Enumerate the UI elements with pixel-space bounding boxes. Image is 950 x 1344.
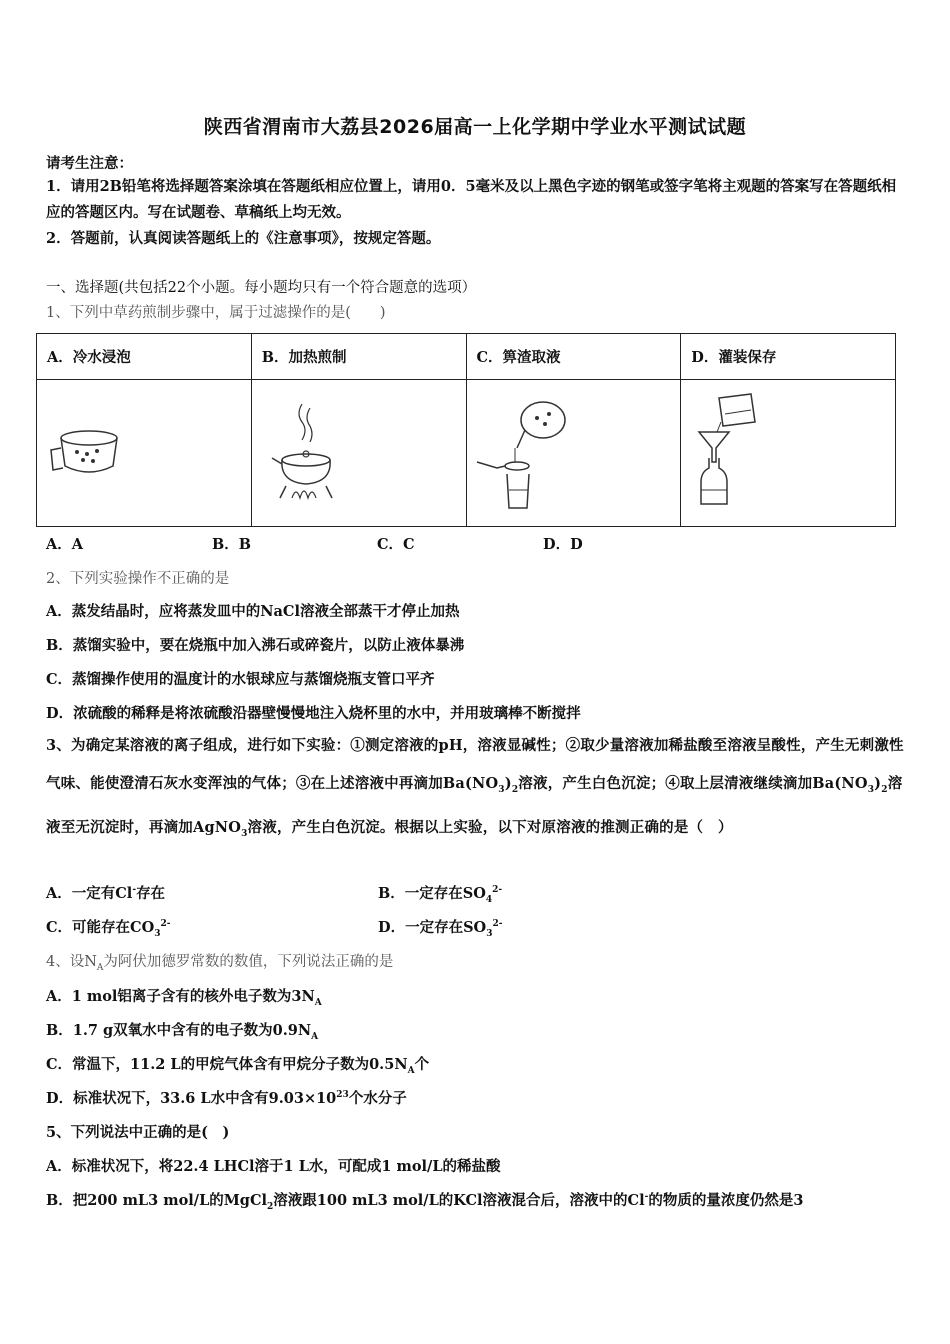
- q1-option-a[interactable]: A．A: [46, 536, 84, 553]
- q2-option-b[interactable]: B．蒸馏实验中，要在烧瓶中加入沸石或碎瓷片，以防止液体暴沸: [46, 637, 465, 654]
- q1-option-c[interactable]: C．C: [377, 536, 415, 553]
- q4-option-a-text: A．1 mol铝离子含有的核外电子数为3N: [46, 988, 315, 1005]
- q5-option-b-sup: -: [644, 1192, 649, 1203]
- q4-stem-a: 4、设N: [46, 954, 97, 970]
- section-heading: 一、选择题(共包括22个小题。每小题均只有一个符合题意的选项）: [46, 280, 477, 296]
- q1-header-b: B．加热煎制: [251, 334, 466, 380]
- q5-stem: 5、下列说法中正确的是( ): [46, 1124, 230, 1141]
- q3-option-d-sub: 3: [486, 928, 493, 939]
- q1-stem: 1、下列中草药煎制步骤中，属于过滤操作的是( ): [46, 305, 386, 321]
- q3-option-b[interactable]: [378, 882, 502, 905]
- q3-text-1: 3、为确定某溶液的离子组成，进行如下实验：①测定溶液的pH，溶液显碱性；②取少量溶液加稀盐酸至溶液呈酸性，产生无刺激性气味、能使澄清石灰水变浑浊的气体；③在上述溶液中再滴加Ba(NO: [46, 737, 904, 792]
- q1-header-d: D．灌装保存: [681, 334, 896, 380]
- q4-option-b-sub: A: [311, 1031, 319, 1042]
- q3-option-a-sup: -: [132, 885, 137, 896]
- q4-option-d[interactable]: [46, 1087, 407, 1108]
- q1-option-b[interactable]: B．B: [212, 536, 252, 553]
- q3-sub-2-1: 2: [511, 784, 519, 795]
- q3-text-4: ): [874, 774, 882, 792]
- q1-image-cell-a: [37, 380, 252, 527]
- q3-option-d-sup: 2-: [492, 919, 503, 930]
- q3-option-a[interactable]: [46, 882, 165, 903]
- q3-sub-nitrate-2: 3: [867, 784, 875, 795]
- q3-option-c-text: C．可能存在CO: [46, 919, 155, 936]
- q1-image-cell-c: [466, 380, 681, 527]
- q2-option-a[interactable]: A．蒸发结晶时，应将蒸发皿中的NaCl溶液全部蒸干才停止加热: [46, 603, 460, 620]
- q3-option-a-text: A．一定有Cl: [46, 885, 133, 902]
- q5-option-b-mid: 溶液跟100 mL3 mol/L的KCl溶液混合后，溶液中的Cl: [273, 1192, 645, 1209]
- heating-pot-illustration: [264, 398, 344, 508]
- q1-image-cell-d: [681, 380, 896, 527]
- q4-option-d-text: D．标准状况下，33.6 L水中含有9.03×10: [46, 1090, 337, 1107]
- q3-text-6: 溶液，产生白色沉淀。根据以上实验，以下对原溶液的推测正确的是（ ）: [247, 818, 733, 836]
- q5-option-b-tail: 的物质的量浓度仍然是3: [648, 1192, 804, 1209]
- q3-option-b-sub: 4: [485, 894, 493, 905]
- q3-option-b-text: B．一定存在SO: [378, 885, 486, 902]
- q1-header-a: A．冷水浸泡: [37, 334, 252, 380]
- q4-stem-sub: A: [96, 962, 104, 973]
- q4-option-c[interactable]: [46, 1053, 429, 1076]
- q4-stem: [46, 950, 393, 973]
- q4-stem-b: 为阿伏加德罗常数的数值，下列说法正确的是: [103, 954, 394, 970]
- q3-option-d-text: D．一定存在SO: [378, 919, 487, 936]
- q3-option-c-sup: 2-: [160, 919, 171, 930]
- q3-text-3: 溶液，产生白色沉淀；④取上层清液继续滴加Ba(NO: [518, 774, 868, 792]
- q3-option-d[interactable]: [378, 916, 502, 939]
- q4-option-b[interactable]: [46, 1019, 318, 1042]
- q5-option-b-sub: 2: [267, 1201, 274, 1212]
- q3-option-b-sup: 2-: [492, 885, 503, 896]
- notice-item-2: 2．答题前，认真阅读答题纸上的《注意事项》，按规定答题。: [46, 230, 441, 247]
- page-title: 陕西省渭南市大荔县2026届高一上化学期中学业水平测试试题: [203, 116, 747, 138]
- q3-text-5: 溶液至无沉淀时，再滴加AgNO: [46, 774, 903, 836]
- q3-text-2: ): [504, 774, 512, 792]
- q2-stem: 2、下列实验操作不正确的是: [46, 571, 230, 587]
- q5-option-a[interactable]: A．标准状况下，将22.4 LHCl溶于1 L水，可配成1 mol/L的稀盐酸: [46, 1158, 501, 1175]
- q4-option-d-tail: 个水分子: [348, 1090, 407, 1107]
- q4-option-a[interactable]: [46, 985, 322, 1008]
- q1-option-d[interactable]: D．D: [543, 536, 583, 553]
- q3-option-a-tail: 存在: [136, 885, 166, 902]
- q4-option-b-text: B．1.7 g双氧水中含有的电子数为0.9N: [46, 1022, 312, 1039]
- q3-sub-nitrate-1: 3: [498, 784, 505, 795]
- q3-option-c-sub: 3: [154, 928, 161, 939]
- q4-option-c-text: C．常温下，11.2 L的甲烷气体含有甲烷分子数为0.5N: [46, 1056, 408, 1073]
- q2-option-c[interactable]: C．蒸馏操作使用的温度计的水银球应与蒸馏烧瓶支管口平齐: [46, 671, 435, 688]
- q4-option-d-sup: 23: [336, 1090, 349, 1101]
- q5-option-b-text: B．把200 mL3 mol/L的MgCl: [46, 1192, 267, 1209]
- soaking-pot-illustration: [47, 420, 127, 490]
- q4-option-a-sub: A: [314, 997, 322, 1008]
- q5-option-b[interactable]: [46, 1189, 803, 1212]
- filtering-illustration: [475, 390, 575, 520]
- q1-image-cell-b: [251, 380, 466, 527]
- q3-option-c[interactable]: [46, 916, 170, 939]
- q4-option-c-sub: A: [407, 1065, 415, 1076]
- q1-options-table: [36, 333, 896, 527]
- q3-sub-nitrate-3: 3: [241, 828, 248, 839]
- q4-option-c-tail: 个: [414, 1056, 430, 1073]
- q3-sub-2-2: 2: [881, 784, 888, 795]
- q1-header-c: C．箅渣取液: [466, 334, 681, 380]
- notice-heading: 请考生注意：: [46, 155, 133, 172]
- bottling-illustration: [689, 392, 769, 512]
- notice-item-1: 1．请用2B铅笔将选择题答案涂填在答题纸相应位置上，请用0．5毫米及以上黑色字迹的钢笔或签字笔将主观题的答案写在答题纸相应的答题区内。写在试题卷、草稿纸上均无效。: [46, 178, 897, 221]
- q2-option-d[interactable]: D．浓硫酸的稀释是将浓硫酸沿器壁慢慢地注入烧杯里的水中，并用玻璃棒不断搅拌: [46, 705, 581, 722]
- q3-stem: [46, 727, 912, 853]
